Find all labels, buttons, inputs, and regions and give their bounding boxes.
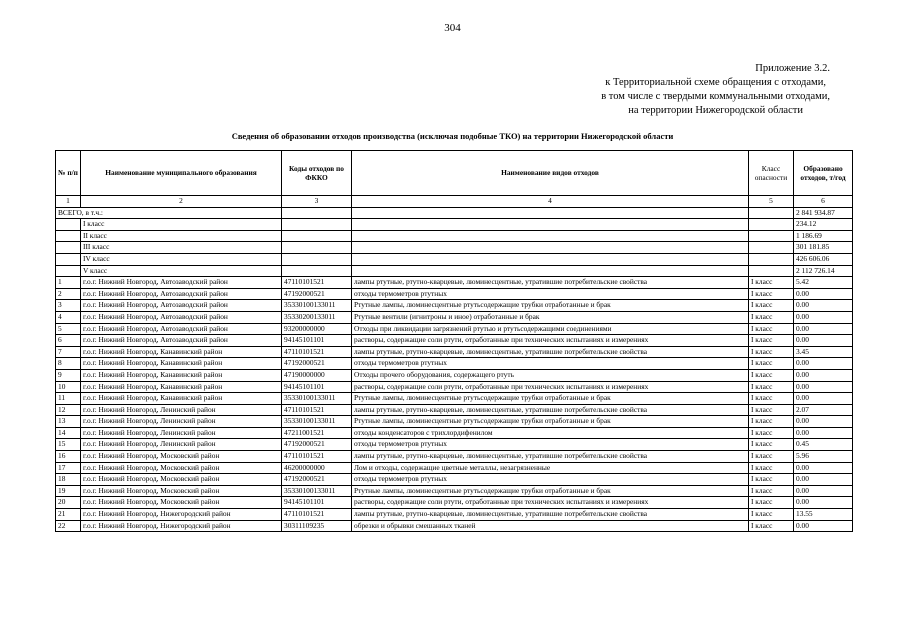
class-summary-row [56, 253, 853, 265]
amount-cell: 0.00 [794, 358, 853, 370]
hazard-class-cell: I класс [749, 474, 794, 486]
column-number: 4 [352, 196, 749, 208]
hazard-class-cell: I класс [749, 462, 794, 474]
municipality-cell: г.о.г. Нижний Новгород, Автозаводский район [81, 300, 282, 312]
fkko-code-cell: 35330200133011 [282, 311, 352, 323]
municipality-cell: г.о.г. Нижний Новгород, Автозаводский район [81, 277, 282, 289]
fkko-code-cell: 47110101521 [282, 509, 352, 521]
waste-table [55, 150, 853, 532]
fkko-code-cell: 93200000000 [282, 323, 352, 335]
table-row [56, 439, 853, 451]
amount-cell: 0.00 [794, 520, 853, 532]
fkko-code-cell: 94145101101 [282, 335, 352, 347]
table-row [56, 346, 853, 358]
class-summary-value: 1 186.69 [794, 230, 853, 242]
empty-cell [56, 219, 81, 231]
municipality-cell: г.о.г. Нижний Новгород, Московский район [81, 485, 282, 497]
table-row [56, 288, 853, 300]
empty-cell [282, 253, 352, 265]
total-row [56, 207, 853, 219]
class-summary-row [56, 219, 853, 231]
empty-cell [749, 230, 794, 242]
municipality-cell: г.о.г. Нижний Новгород, Ленинский район [81, 427, 282, 439]
document-title: Сведения об образовании отходов производства (исключая подобные ТКО) на территории Нижегородской области [231, 131, 674, 141]
fkko-code-cell: 94145101101 [282, 381, 352, 393]
municipality-cell: г.о.г. Нижний Новгород, Ленинский район [81, 439, 282, 451]
fkko-code-cell: 47110101521 [282, 346, 352, 358]
empty-cell [749, 219, 794, 231]
table-row [56, 509, 853, 521]
table-row [56, 451, 853, 463]
class-summary-label: IV класс [81, 253, 282, 265]
waste-name-cell: Ртутные лампы, люминесцентные ртутьсодержащие трубки отработанные и брак [352, 416, 749, 428]
table-row [56, 474, 853, 486]
fkko-code-cell: 46200000000 [282, 462, 352, 474]
empty-cell [749, 242, 794, 254]
municipality-cell: г.о.г. Нижний Новгород, Канавинский район [81, 381, 282, 393]
table-row [56, 369, 853, 381]
row-number: 5 [56, 323, 81, 335]
empty-cell [352, 230, 749, 242]
fkko-code-cell: 47192000521 [282, 439, 352, 451]
amount-cell: 13.55 [794, 509, 853, 521]
row-number: 12 [56, 404, 81, 416]
amount-cell: 0.00 [794, 462, 853, 474]
class-summary-label: II класс [81, 230, 282, 242]
hazard-class-cell: I класс [749, 393, 794, 405]
fkko-code-cell: 47110101521 [282, 277, 352, 289]
class-summary-row [56, 242, 853, 254]
column-number: 1 [56, 196, 81, 208]
waste-name-cell: отходы термометров ртутных [352, 439, 749, 451]
header-no: № п/п [56, 151, 81, 196]
amount-cell: 0.00 [794, 311, 853, 323]
table-row [56, 393, 853, 405]
column-number: 5 [749, 196, 794, 208]
empty-cell [352, 265, 749, 277]
table-row [56, 404, 853, 416]
waste-name-cell: растворы, содержащие соли ртути, отработанные при технических испытаниях и измерениях [352, 381, 749, 393]
hazard-class-cell: I класс [749, 300, 794, 312]
table-row [56, 311, 853, 323]
municipality-cell: г.о.г. Нижний Новгород, Нижегородский район [81, 520, 282, 532]
hazard-class-cell: I класс [749, 346, 794, 358]
amount-cell: 0.00 [794, 288, 853, 300]
empty-cell [282, 230, 352, 242]
table-row [56, 358, 853, 370]
row-number: 20 [56, 497, 81, 509]
table-row [56, 520, 853, 532]
waste-name-cell: лампы ртутные, ртутно-кварцевые, люминесцентные, утратившие потребительские свойства [352, 451, 749, 463]
empty-cell [749, 207, 794, 219]
header-hazard-class: Класс опасности [749, 151, 794, 196]
empty-cell [352, 242, 749, 254]
amount-cell: 0.00 [794, 369, 853, 381]
table-row [56, 323, 853, 335]
fkko-code-cell: 47110101521 [282, 404, 352, 416]
page-number: 304 [444, 22, 461, 34]
hazard-class-cell: I класс [749, 288, 794, 300]
table-row [56, 335, 853, 347]
municipality-cell: г.о.г. Нижний Новгород, Канавинский район [81, 393, 282, 405]
fkko-code-cell: 47110101521 [282, 451, 352, 463]
municipality-cell: г.о.г. Нижний Новгород, Московский район [81, 451, 282, 463]
waste-name-cell: Ртутные лампы, люминесцентные ртутьсодержащие трубки отработанные и брак [352, 393, 749, 405]
row-number: 1 [56, 277, 81, 289]
header-fkko: Коды отходов по ФККО [282, 151, 352, 196]
row-number: 18 [56, 474, 81, 486]
amount-cell: 0.00 [794, 485, 853, 497]
row-number: 4 [56, 311, 81, 323]
fkko-code-cell: 35330100133011 [282, 393, 352, 405]
table-row [56, 300, 853, 312]
appendix-line-4: на территории Нижегородской области [628, 105, 803, 116]
amount-cell: 0.00 [794, 300, 853, 312]
header-waste-name: Наименование видов отходов [352, 151, 749, 196]
waste-name-cell: отходы конденсаторов с трихлордифенилом [352, 427, 749, 439]
row-number: 14 [56, 427, 81, 439]
municipality-cell: г.о.г. Нижний Новгород, Автозаводский район [81, 311, 282, 323]
amount-cell: 0.00 [794, 427, 853, 439]
hazard-class-cell: I класс [749, 277, 794, 289]
table-row [56, 427, 853, 439]
row-number: 3 [56, 300, 81, 312]
hazard-class-cell: I класс [749, 509, 794, 521]
municipality-cell: г.о.г. Нижний Новгород, Канавинский район [81, 346, 282, 358]
row-number: 16 [56, 451, 81, 463]
waste-name-cell: лампы ртутные, ртутно-кварцевые, люминесцентные, утратившие потребительские свойства [352, 404, 749, 416]
amount-cell: 5.96 [794, 451, 853, 463]
hazard-class-cell: I класс [749, 369, 794, 381]
amount-cell: 5.42 [794, 277, 853, 289]
hazard-class-cell: I класс [749, 497, 794, 509]
row-number: 2 [56, 288, 81, 300]
amount-cell: 0.00 [794, 381, 853, 393]
hazard-class-cell: I класс [749, 323, 794, 335]
row-number: 21 [56, 509, 81, 521]
municipality-cell: г.о.г. Нижний Новгород, Ленинский район [81, 404, 282, 416]
hazard-class-cell: I класс [749, 381, 794, 393]
municipality-cell: г.о.г. Нижний Новгород, Нижегородский район [81, 509, 282, 521]
empty-cell [352, 207, 749, 219]
waste-name-cell: Ртутные вентили (игнитроны и иное) отработанные и брак [352, 311, 749, 323]
waste-name-cell: Отходы прочего оборудования, содержащего ртуть [352, 369, 749, 381]
table-row [56, 485, 853, 497]
municipality-cell: г.о.г. Нижний Новгород, Канавинский район [81, 369, 282, 381]
empty-cell [352, 219, 749, 231]
empty-cell [282, 207, 352, 219]
waste-name-cell: Ртутные лампы, люминесцентные ртутьсодержащие трубки отработанные и брак [352, 485, 749, 497]
fkko-code-cell: 35330100133011 [282, 485, 352, 497]
row-number: 8 [56, 358, 81, 370]
row-number: 6 [56, 335, 81, 347]
row-number: 10 [56, 381, 81, 393]
table-row [56, 381, 853, 393]
amount-cell: 0.00 [794, 497, 853, 509]
row-number: 9 [56, 369, 81, 381]
municipality-cell: г.о.г. Нижний Новгород, Автозаводский район [81, 288, 282, 300]
row-number: 13 [56, 416, 81, 428]
hazard-class-cell: I класс [749, 439, 794, 451]
municipality-cell: г.о.г. Нижний Новгород, Московский район [81, 497, 282, 509]
amount-cell: 0.45 [794, 439, 853, 451]
column-number: 2 [81, 196, 282, 208]
hazard-class-cell: I класс [749, 485, 794, 497]
hazard-class-cell: I класс [749, 451, 794, 463]
row-number: 22 [56, 520, 81, 532]
waste-name-cell: растворы, содержащие соли ртути, отработанные при технических испытаниях и измерениях [352, 497, 749, 509]
amount-cell: 3.45 [794, 346, 853, 358]
waste-name-cell: отходы термометров ртутных [352, 474, 749, 486]
empty-cell [352, 253, 749, 265]
amount-cell: 0.00 [794, 323, 853, 335]
header-amount: Образовано отходов, т/год [794, 151, 853, 196]
class-summary-row [56, 265, 853, 277]
hazard-class-cell: I класс [749, 404, 794, 416]
row-number: 11 [56, 393, 81, 405]
class-summary-value: 426 606.06 [794, 253, 853, 265]
waste-name-cell: лампы ртутные, ртутно-кварцевые, люминесцентные, утратившие потребительские свойства [352, 509, 749, 521]
class-summary-label: I класс [81, 219, 282, 231]
table-row [56, 462, 853, 474]
waste-name-cell: Отходы при ликвидации загрязнений ртутью и ртутьсодержащими соединениями [352, 323, 749, 335]
empty-cell [282, 242, 352, 254]
municipality-cell: г.о.г. Нижний Новгород, Московский район [81, 474, 282, 486]
hazard-class-cell: I класс [749, 335, 794, 347]
fkko-code-cell: 47190000000 [282, 369, 352, 381]
municipality-cell: г.о.г. Нижний Новгород, Автозаводский район [81, 335, 282, 347]
empty-cell [56, 265, 81, 277]
empty-cell [56, 242, 81, 254]
waste-name-cell: лампы ртутные, ртутно-кварцевые, люминесцентные, утратившие потребительские свойства [352, 346, 749, 358]
municipality-cell: г.о.г. Нижний Новгород, Ленинский район [81, 416, 282, 428]
municipality-cell: г.о.г. Нижний Новгород, Автозаводский район [81, 323, 282, 335]
hazard-class-cell: I класс [749, 311, 794, 323]
table-row [56, 497, 853, 509]
fkko-code-cell: 47211001521 [282, 427, 352, 439]
fkko-code-cell: 35330100133011 [282, 300, 352, 312]
waste-name-cell: Лом и отходы, содержащие цветные металлы, незагрязненные [352, 462, 749, 474]
column-number: 6 [794, 196, 853, 208]
waste-name-cell: отходы термометров ртутных [352, 358, 749, 370]
municipality-cell: г.о.г. Нижний Новгород, Канавинский район [81, 358, 282, 370]
table-row [56, 277, 853, 289]
class-summary-label: III класс [81, 242, 282, 254]
waste-name-cell: отходы термометров ртутных [352, 288, 749, 300]
empty-cell [282, 265, 352, 277]
empty-cell [56, 253, 81, 265]
fkko-code-cell: 30311109235 [282, 520, 352, 532]
empty-cell [749, 253, 794, 265]
fkko-code-cell: 47192000521 [282, 474, 352, 486]
empty-cell [56, 230, 81, 242]
appendix-line-1: Приложение 3.2. [755, 63, 830, 74]
total-value: 2 841 934.87 [794, 207, 853, 219]
fkko-code-cell: 35330100133011 [282, 416, 352, 428]
row-number: 7 [56, 346, 81, 358]
appendix-line-2: к Территориальной схеме обращения с отходами, [605, 77, 826, 88]
hazard-class-cell: I класс [749, 416, 794, 428]
waste-name-cell: Ртутные лампы, люминесцентные ртутьсодержащие трубки отработанные и брак [352, 300, 749, 312]
class-summary-value: 234.12 [794, 219, 853, 231]
empty-cell [749, 265, 794, 277]
appendix-caption [601, 62, 830, 118]
header-municipality: Наименование муниципального образования [81, 151, 282, 196]
row-number: 17 [56, 462, 81, 474]
appendix-line-3: в том числе с твердыми коммунальными отходами, [601, 91, 830, 102]
class-summary-label: V класс [81, 265, 282, 277]
total-label: ВСЕГО, в т.ч.: [56, 207, 282, 219]
amount-cell: 0.00 [794, 393, 853, 405]
waste-name-cell: лампы ртутные, ртутно-кварцевые, люминесцентные, утратившие потребительские свойства [352, 277, 749, 289]
hazard-class-cell: I класс [749, 520, 794, 532]
column-number-row [56, 196, 853, 208]
row-number: 15 [56, 439, 81, 451]
class-summary-value: 2 112 726.14 [794, 265, 853, 277]
amount-cell: 2.07 [794, 404, 853, 416]
table-row [56, 416, 853, 428]
amount-cell: 0.00 [794, 416, 853, 428]
row-number: 19 [56, 485, 81, 497]
waste-name-cell: обрезки и обрывки смешанных тканей [352, 520, 749, 532]
fkko-code-cell: 47192000521 [282, 288, 352, 300]
amount-cell: 0.00 [794, 474, 853, 486]
column-number: 3 [282, 196, 352, 208]
fkko-code-cell: 47192000521 [282, 358, 352, 370]
amount-cell: 0.00 [794, 335, 853, 347]
waste-name-cell: растворы, содержащие соли ртути, отработанные при технических испытаниях и измерениях [352, 335, 749, 347]
class-summary-row [56, 230, 853, 242]
hazard-class-cell: I класс [749, 358, 794, 370]
class-summary-value: 301 181.85 [794, 242, 853, 254]
table-header-row [56, 151, 853, 196]
municipality-cell: г.о.г. Нижний Новгород, Московский район [81, 462, 282, 474]
empty-cell [282, 219, 352, 231]
fkko-code-cell: 94145101101 [282, 497, 352, 509]
hazard-class-cell: I класс [749, 427, 794, 439]
